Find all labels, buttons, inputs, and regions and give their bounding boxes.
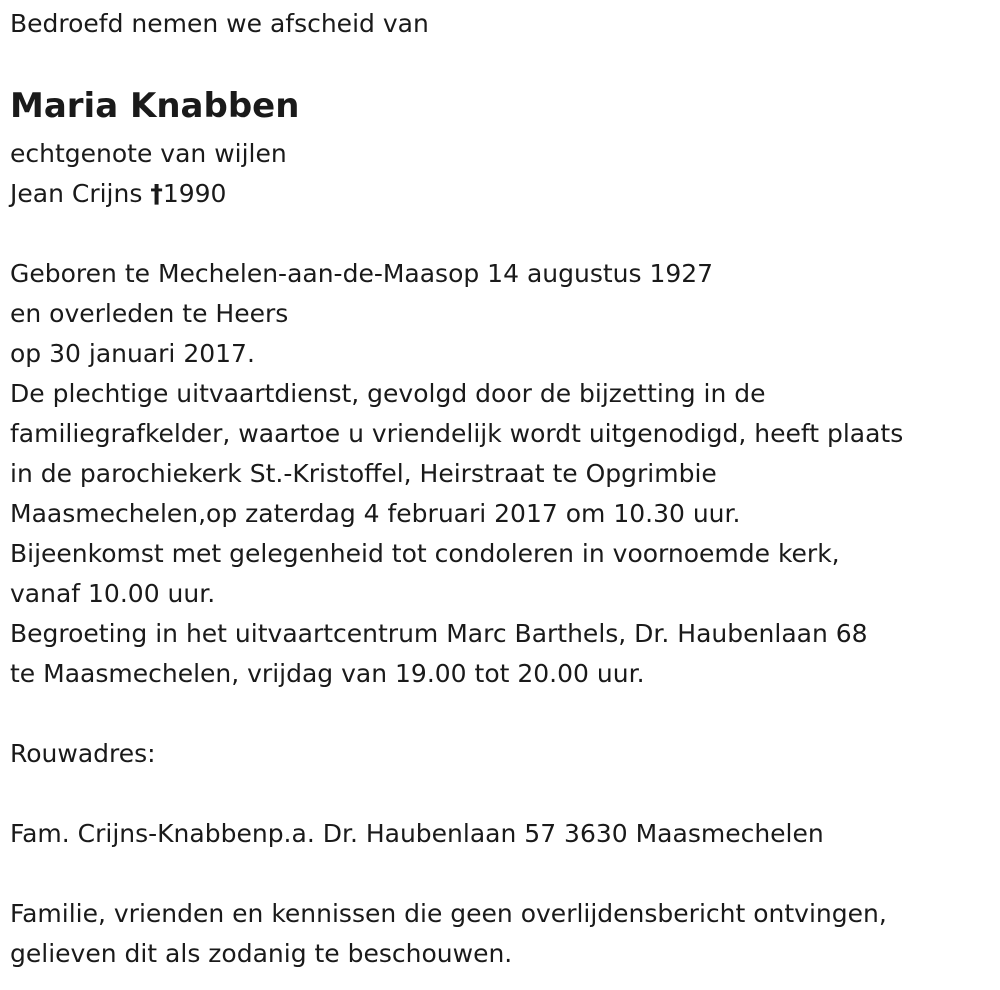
death-date-text: op 30 januari 2017. [10, 339, 255, 368]
relation-text: echtgenote van wijlen [10, 139, 287, 168]
birth-text: Geboren te Mechelen-aan-de-Maasop 14 augustus 1927 [10, 259, 714, 288]
ceremony-line: familiegrafkelder, waartoe u vriendelijk wordt uitgenodigd, heeft plaats [10, 419, 904, 448]
ceremony-line: Maasmechelen,op zaterdag 4 februari 2017 om 10.30 uur. [10, 499, 741, 528]
ceremony-line: Begroeting in het uitvaartcentrum Marc Barthels, Dr. Haubenlaan 68 [10, 619, 868, 648]
cross-icon: † [150, 179, 163, 208]
intro-text: Bedroefd nemen we afscheid van [10, 9, 429, 38]
spouse-line [10, 178, 226, 210]
ceremony-line: Bijeenkomst met gelegenheid tot condoleren in voornoemde kerk, [10, 539, 840, 568]
address-line: Fam. Crijns-Knabbenp.a. Dr. Haubenlaan 57 3630 Maasmechelen [10, 819, 824, 848]
ceremony-line: De plechtige uitvaartdienst, gevolgd door de bijzetting in de [10, 379, 766, 408]
ceremony-line: in de parochiekerk St.-Kristoffel, Heirstraat te Opgrimbie [10, 459, 717, 488]
spouse-name: Jean Crijns [10, 179, 143, 208]
death-place-text: en overleden te Heers [10, 299, 289, 328]
spouse-year: 1990 [162, 179, 227, 208]
ceremony-line: vanaf 10.00 uur. [10, 579, 216, 608]
closing-line: Familie, vrienden en kennissen die geen overlijdensbericht ontvingen, [10, 899, 887, 928]
closing-line: gelieven dit als zodanig te beschouwen. [10, 939, 513, 968]
address-label: Rouwadres: [10, 739, 156, 768]
deceased-name: Maria Knabben [10, 86, 300, 126]
ceremony-line: te Maasmechelen, vrijdag van 19.00 tot 20.00 uur. [10, 659, 645, 688]
